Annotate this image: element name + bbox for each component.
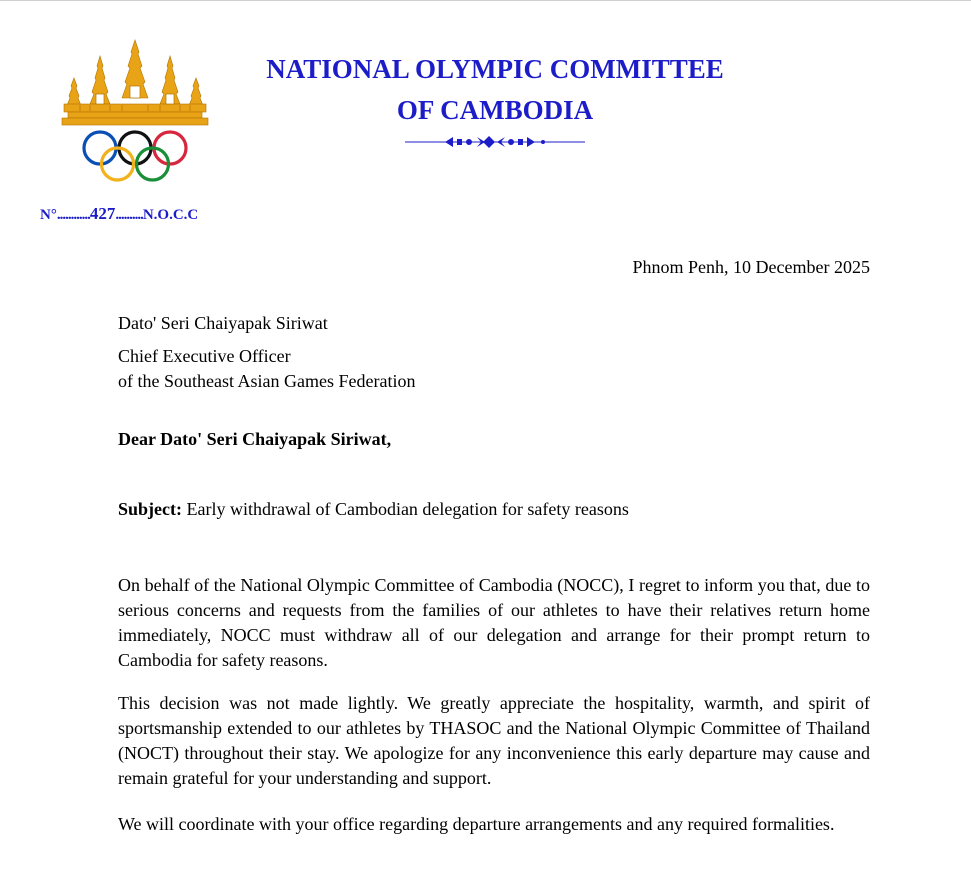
header-ornament-divider bbox=[405, 134, 585, 150]
top-border-line bbox=[0, 0, 971, 1]
recipient-title: Chief Executive Officer bbox=[118, 346, 291, 366]
recipient-name: Dato' Seri Chaiyapak Siriwat bbox=[118, 313, 328, 333]
body-paragraph-1: On behalf of the National Olympic Committee of Cambodia (NOCC), I regret to inform you that, due to serious concerns and requests from the families of our athletes to have their relatives return home immediately, NOCC must withdraw all of our delegation and arrange for their prompt return to Cambodia for safety reasons. bbox=[118, 575, 870, 670]
nocc-emblem-logo bbox=[60, 38, 210, 183]
org-name-line-1: NATIONAL OLYMPIC COMMITTEE bbox=[266, 54, 724, 84]
subject-text: Early withdrawal of Cambodian delegation for safety reasons bbox=[182, 499, 629, 519]
reference-number-value: 427 bbox=[89, 204, 116, 223]
reference-suffix: N.O.C.C bbox=[142, 207, 199, 223]
body-paragraph-2: This decision was not made lightly. We greatly appreciate the hospitality, warmth, and spirit of sportsmanship extended to our athletes by THASOC and the National Olympic Committee of Thailand (NOCT) throughout their stay. We apologize for any inconvenience this early departure may cause and remain grateful for your understanding and support. bbox=[118, 693, 870, 788]
reference-prefix: N° bbox=[40, 207, 57, 223]
recipient-organization: of the Southeast Asian Games Federation bbox=[118, 371, 416, 391]
body-paragraph-3: We will coordinate with your office regarding departure arrangements and any required formalities. bbox=[118, 814, 835, 834]
subject-label: Subject: bbox=[118, 499, 182, 519]
org-name-line-2: OF CAMBODIA bbox=[396, 95, 594, 125]
reference-dots-right: .......... bbox=[115, 207, 143, 223]
reference-dots-left: ............ bbox=[56, 207, 90, 223]
place-and-date: Phnom Penh, 10 December 2025 bbox=[632, 257, 870, 277]
reference-number bbox=[40, 204, 198, 224]
salutation: Dear Dato' Seri Chaiyapak Siriwat, bbox=[118, 429, 392, 449]
subject-line bbox=[118, 497, 629, 522]
